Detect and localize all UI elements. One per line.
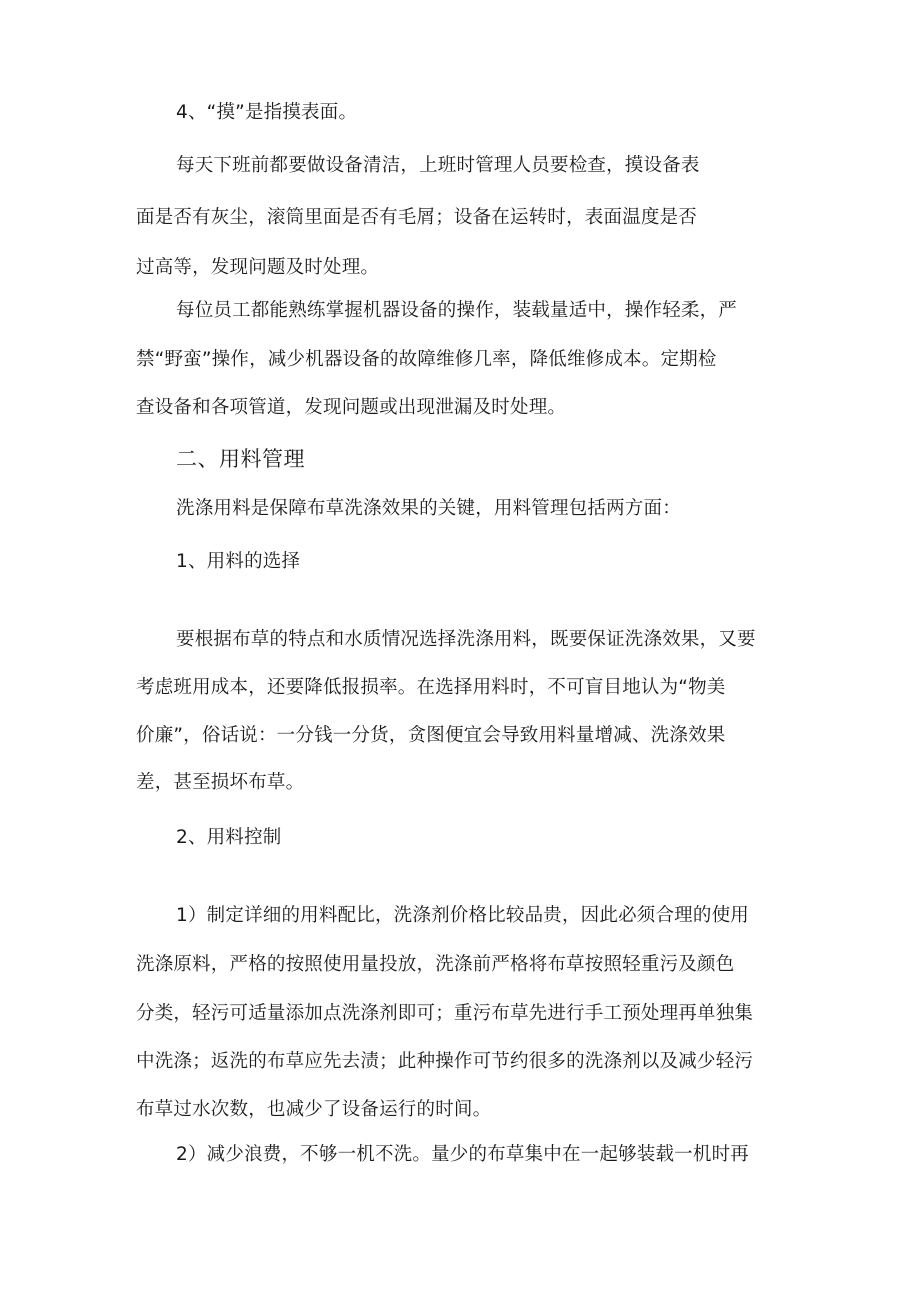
sub2-item1-line4: 中洗涤；返洗的布草应先去渍；此种操作可节约很多的洗涤剂以及减少轻污: [136, 1051, 754, 1072]
para2-line3: 查设备和各项管道，发现问题或出现泄漏及时处理。: [136, 397, 567, 418]
section2-intro: 洗涤用料是保障布草洗涤效果的关键，用料管理包括两方面：: [176, 498, 681, 519]
sub2-item1-line1: 1）制定详细的用料配比，洗涤剂价格比较品贵，因此必须合理的使用: [176, 905, 749, 926]
para1-line2: 面是否有灰尘，滚筒里面是否有毛屑；设备在运转时，表面温度是否: [136, 207, 698, 228]
sub2-item2-line1: 2）减少浪费，不够一机不洗。量少的布草集中在一起够装载一机时再: [176, 1144, 749, 1165]
sub1-para-line4: 差，甚至损坏布草。: [136, 772, 305, 793]
sub1-title: 1、用料的选择: [176, 551, 301, 572]
sub2-item1-line5: 布草过水次数，也减少了设备运行的时间。: [136, 1099, 492, 1120]
sub2-title: 2、用料控制: [176, 827, 282, 848]
sub1-para-line1: 要根据布草的特点和水质情况选择洗涤用料，既要保证洗涤效果，又要: [176, 629, 756, 650]
sub1-para-line3: 价廉”，俗话说：一分钱一分货，贪图便宜会导致用料量增减、洗涤效果: [136, 725, 726, 746]
item4-title: 4、“摸”是指摸表面。: [176, 102, 358, 123]
para1-line3: 过高等，发现问题及时处理。: [136, 257, 380, 278]
para2-line1: 每位员工都能熟练掌握机器设备的操作，装载量适中，操作轻柔，严: [176, 300, 738, 321]
para1-line1: 每天下班前都要做设备清洁，上班时管理人员要检查，摸设备表: [176, 155, 700, 176]
sub1-para-line2: 考虑班用成本，还要降低报损率。在选择用料时，不可盲目地认为“物美: [136, 677, 726, 698]
sub2-item1-line3: 分类，轻污可适量添加点洗涤剂即可；重污布草先进行手工预处理再单独集: [136, 1003, 754, 1024]
sub2-item1-line2: 洗涤原料，严格的按照使用量投放，洗涤前严格将布草按照轻重污及颜色: [136, 954, 735, 975]
para2-line2: 禁“野蛮”操作，减少机器设备的故障维修几率，降低维修成本。定期检: [136, 349, 717, 370]
section-heading-material-management: 二、用料管理: [176, 447, 305, 471]
